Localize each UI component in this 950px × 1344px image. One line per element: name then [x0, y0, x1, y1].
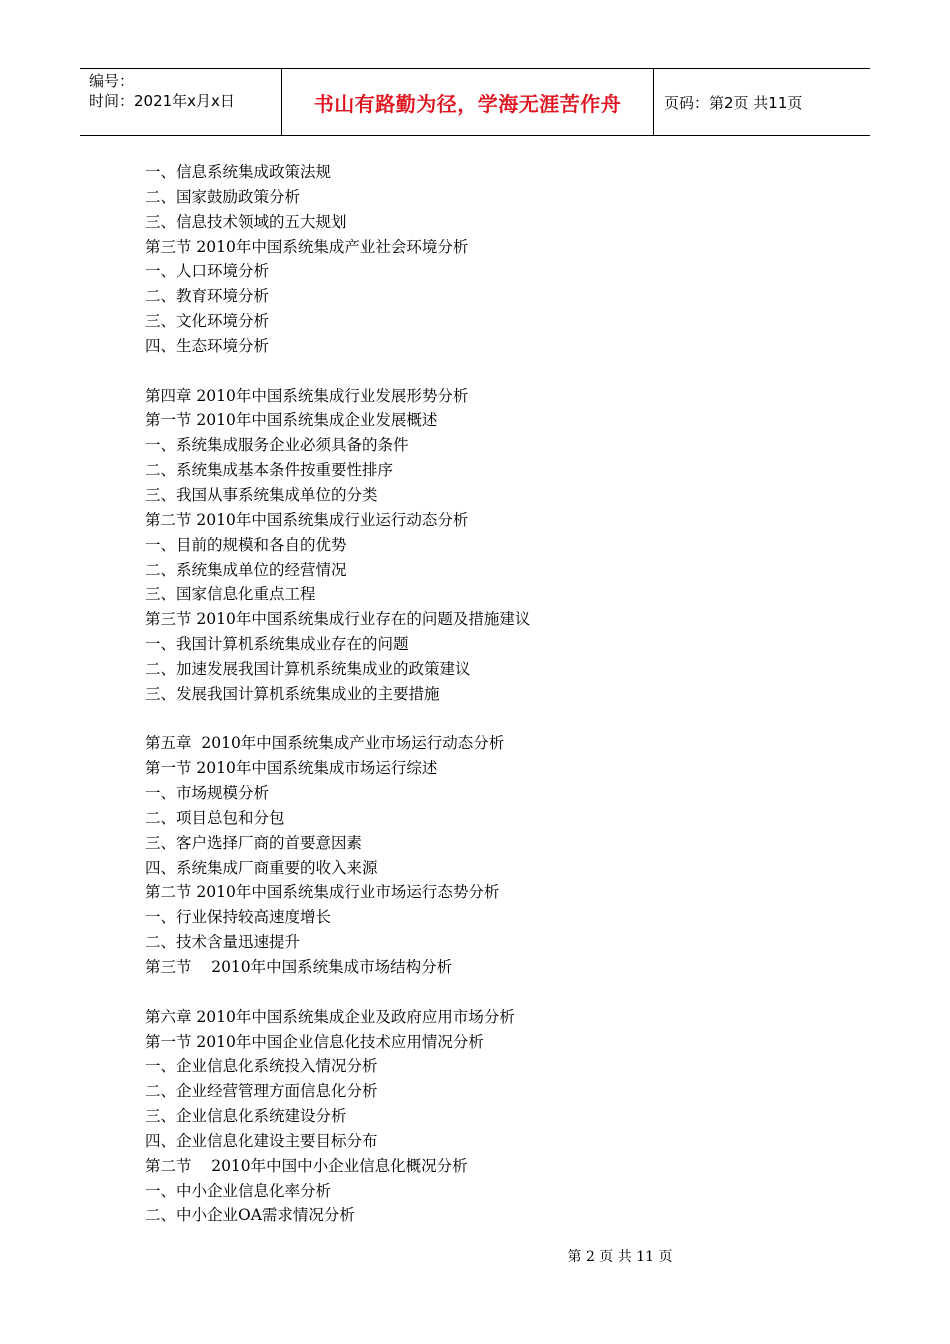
- toc-line: 第四章 2010年中国系统集成行业发展形势分析: [145, 386, 469, 405]
- toc-line: 第三节 2010年中国系统集成行业存在的问题及措施建议: [145, 610, 531, 629]
- toc-line: 二、系统集成单位的经营情况: [145, 560, 347, 579]
- toc-spacer: [145, 359, 530, 384]
- toc-line: 四、企业信息化建设主要目标分布: [145, 1131, 378, 1150]
- toc-line: 第一节 2010年中国系统集成市场运行综述: [145, 759, 438, 778]
- toc-line: 第二节 2010年中国系统集成行业市场运行态势分析: [145, 883, 500, 902]
- toc-line: 第三节 2010年中国系统集成产业社会环境分析: [145, 237, 469, 256]
- toc-line: 三、信息技术领域的五大规划: [145, 212, 347, 231]
- header-meta: [80, 69, 282, 135]
- toc-line: 三、企业信息化系统建设分析: [145, 1107, 347, 1126]
- header-page-info: 页码：第2页 共11页: [664, 93, 803, 112]
- toc-line: 三、客户选择厂商的首要意因素: [145, 833, 363, 852]
- toc-line: 一、市场规模分析: [145, 784, 270, 803]
- toc-line: 二、教育环境分析: [145, 287, 270, 306]
- toc-line: 三、我国从事系统集成单位的分类: [145, 485, 378, 504]
- number-label: 编号：: [89, 72, 135, 90]
- time-label: 时间：2021年x月x日: [89, 92, 235, 110]
- toc-line: 四、系统集成厂商重要的收入来源: [145, 858, 378, 877]
- toc-line: 三、发展我国计算机系统集成业的主要措施: [145, 684, 440, 703]
- toc-line: 第三节 2010年中国系统集成市场结构分析: [145, 958, 453, 976]
- page-header: [80, 68, 870, 136]
- toc-line: 二、企业经营管理方面信息化分析: [145, 1082, 378, 1101]
- toc-line: 一、目前的规模和各自的优势: [145, 535, 347, 554]
- toc-line: 第五章 2010年中国系统集成产业市场运行动态分析: [145, 734, 505, 753]
- toc-line: 一、我国计算机系统集成业存在的问题: [145, 635, 409, 654]
- toc-line: 二、项目总包和分包: [145, 808, 285, 827]
- page-footer: 第 2 页 共 11 页: [567, 1249, 673, 1265]
- header-motto: 书山有路勤为径，学海无涯苦作舟: [282, 69, 654, 135]
- toc-line: 第六章 2010年中国系统集成企业及政府应用市场分析: [145, 1007, 515, 1026]
- toc-line: 一、中小企业信息化率分析: [145, 1181, 332, 1200]
- toc-line: 二、中小企业OA需求情况分析: [145, 1206, 355, 1225]
- toc-line: 二、加速发展我国计算机系统集成业的政策建议: [145, 659, 471, 678]
- toc-line: 二、系统集成基本条件按重要性排序: [145, 461, 394, 480]
- toc-line: 一、信息系统集成政策法规: [145, 163, 332, 181]
- toc-line: 一、企业信息化系统投入情况分析: [145, 1057, 378, 1076]
- toc-line: 三、国家信息化重点工程: [145, 585, 316, 604]
- toc-line: 一、系统集成服务企业必须具备的条件: [145, 436, 409, 455]
- toc-spacer: [145, 707, 530, 732]
- toc-line: 一、人口环境分析: [145, 262, 270, 281]
- toc-line: 四、生态环境分析: [145, 336, 270, 355]
- toc-line: 第二节 2010年中国中小企业信息化概况分析: [145, 1156, 468, 1175]
- toc-line: 第一节 2010年中国企业信息化技术应用情况分析: [145, 1032, 484, 1051]
- toc-line: 第一节 2010年中国系统集成企业发展概述: [145, 411, 438, 430]
- toc-line: 三、文化环境分析: [145, 312, 270, 331]
- toc-line: 一、行业保持较高速度增长: [145, 908, 332, 927]
- toc-line: 二、国家鼓励政策分析: [145, 187, 301, 206]
- toc-spacer: [145, 980, 530, 1005]
- toc-line: 二、技术含量迅速提升: [145, 933, 301, 952]
- table-of-contents: [145, 160, 530, 1228]
- toc-line: 第二节 2010年中国系统集成行业运行动态分析: [145, 510, 469, 529]
